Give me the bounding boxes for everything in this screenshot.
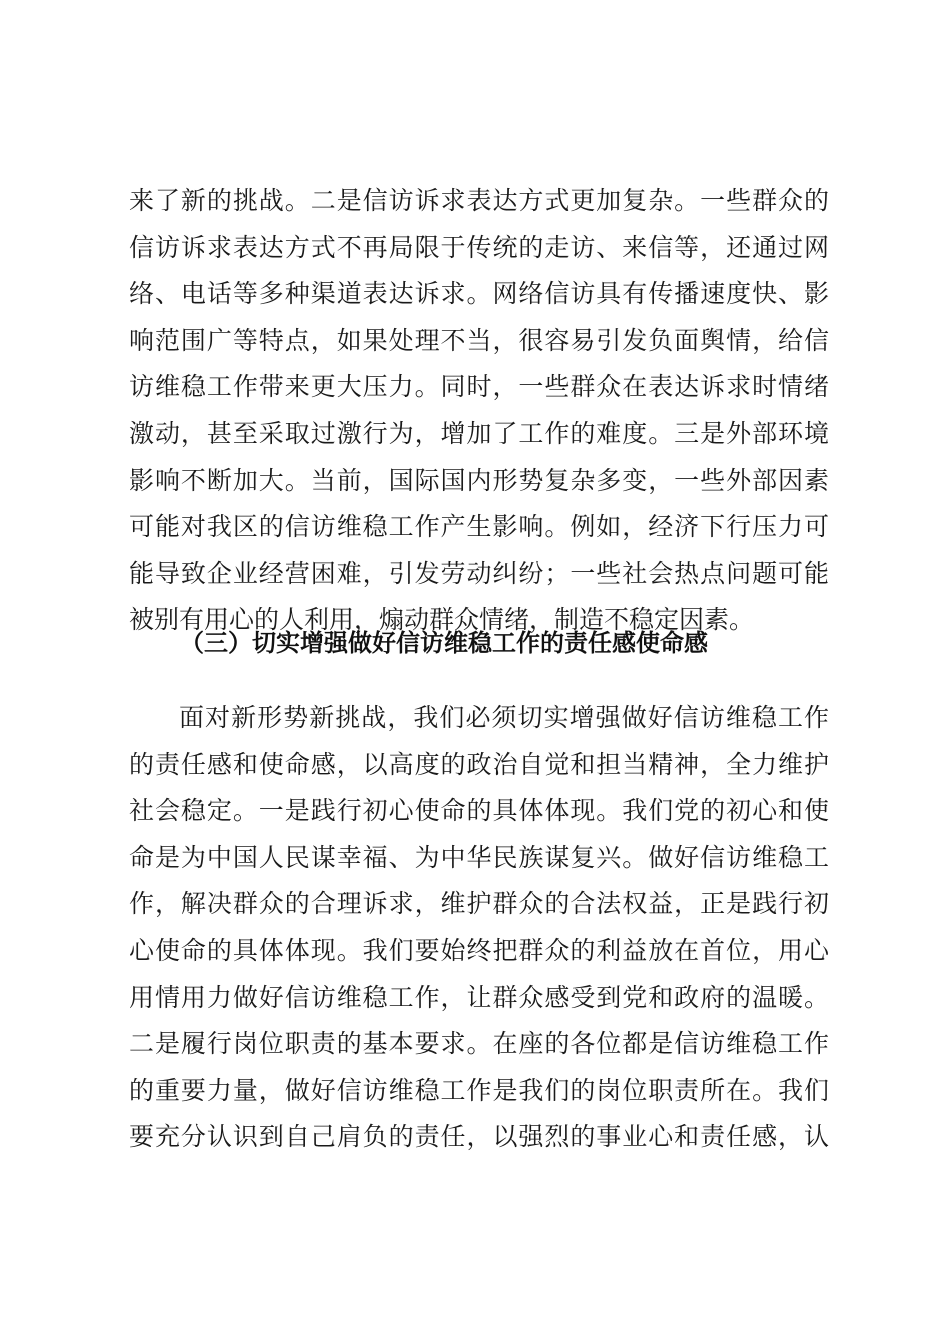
paragraph-1-line: 能导致企业经营困难，引发劳动纠纷；一些社会热点问题可能 xyxy=(129,558,829,588)
paragraph-2-line: 心使命的具体体现。我们要始终把群众的利益放在首位，用心 xyxy=(129,935,829,965)
paragraph-2-line: 社会稳定。一是践行初心使命的具体体现。我们党的初心和使 xyxy=(129,796,829,826)
paragraph-1-line: 访维稳工作带来更大压力。同时，一些群众在表达诉求时情绪 xyxy=(129,372,829,402)
paragraph-1-line: 响范围广等特点，如果处理不当，很容易引发负面舆情，给信 xyxy=(129,325,829,355)
paragraph-2-line: 的责任感和使命感，以高度的政治自觉和担当精神，全力维护 xyxy=(129,749,829,779)
paragraph-2-line: 要充分认识到自己肩负的责任，以强烈的事业心和责任感，认 xyxy=(129,1122,829,1152)
paragraph-2-line: 命是为中国人民谋幸福、为中华民族谋复兴。做好信访维稳工 xyxy=(129,842,829,872)
paragraph-1 xyxy=(129,178,829,644)
paragraph-1-line: 络、电话等多种渠道表达诉求。网络信访具有传播速度快、影 xyxy=(129,279,829,309)
paragraph-1-line: 被别有用心的人利用，煽动群众情绪，制造不稳定因素。 xyxy=(129,605,755,635)
paragraph-2-line: 的重要力量，做好信访维稳工作是我们的岗位职责所在。我们 xyxy=(129,1075,829,1105)
paragraph-2-line: 面对新形势新挑战，我们必须切实增强做好信访维稳工作 xyxy=(179,703,829,732)
paragraph-2-line: 用情用力做好信访维稳工作，让群众感受到党和政府的温暖。 xyxy=(129,982,829,1012)
paragraph-1-line: 来了新的挑战。二是信访诉求表达方式更加复杂。一些群众的 xyxy=(129,186,829,215)
paragraph-1-line: 激动，甚至采取过激行为，增加了工作的难度。三是外部环境 xyxy=(129,418,829,448)
section-heading: （三）切实增强做好信访维稳工作的责任感使命感 xyxy=(180,629,708,657)
paragraph-1-line: 可能对我区的信访维稳工作产生影响。例如，经济下行压力可 xyxy=(129,512,829,542)
paragraph-2 xyxy=(129,695,829,1161)
paragraph-1-line: 影响不断加大。当前，国际国内形势复杂多变，一些外部因素 xyxy=(129,465,829,495)
paragraph-2-line: 作，解决群众的合理诉求，维护群众的合法权益，正是践行初 xyxy=(129,889,829,919)
paragraph-2-line: 二是履行岗位职责的基本要求。在座的各位都是信访维稳工作 xyxy=(129,1029,829,1059)
paragraph-1-line: 信访诉求表达方式不再局限于传统的走访、来信等，还通过网 xyxy=(129,232,829,262)
